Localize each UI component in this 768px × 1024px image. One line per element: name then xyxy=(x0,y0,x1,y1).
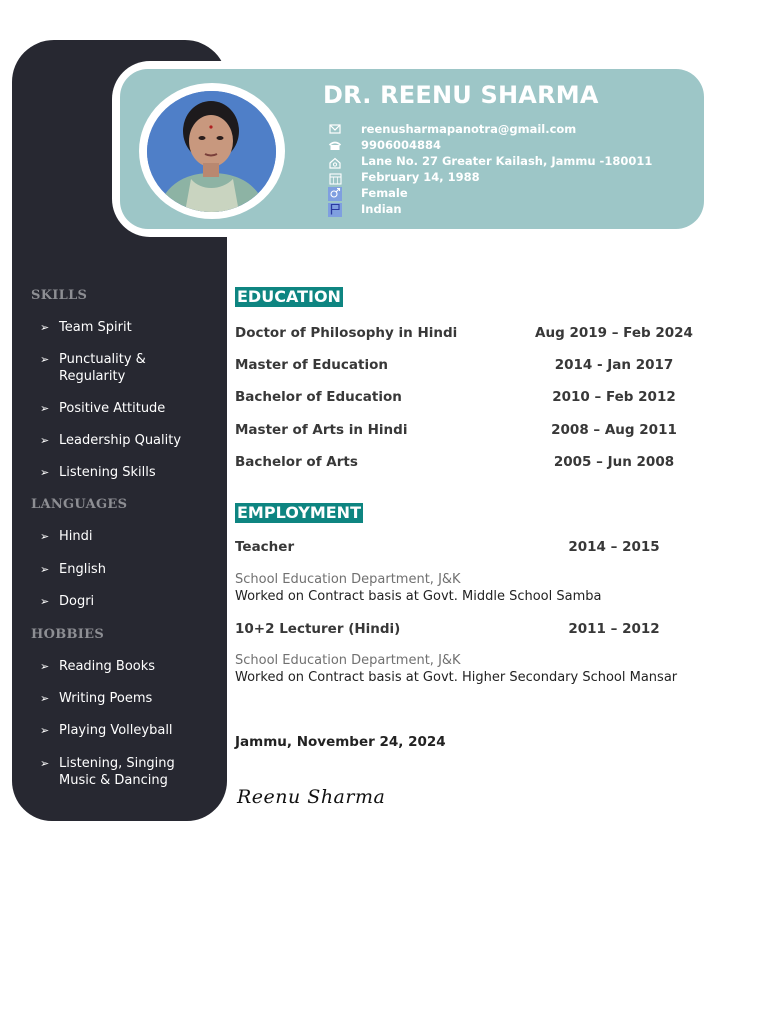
job-role: Teacher xyxy=(235,539,295,555)
signature: Reenu Sharma xyxy=(237,786,386,808)
language-item: ➢ Dogri xyxy=(40,594,95,609)
job-organization: School Education Department, J&K xyxy=(235,653,461,668)
skill-item: ➢ Punctuality & Regularity xyxy=(40,352,146,384)
arrow-bullet-icon: ➢ xyxy=(40,321,50,334)
hobby-item: ➢ Playing Volleyball xyxy=(40,723,173,738)
arrow-bullet-icon: ➢ xyxy=(40,563,50,576)
education-degree: Master of Arts in Hindi xyxy=(235,422,408,438)
hobbies-heading: HOBBIES xyxy=(31,627,105,642)
person-portrait-icon xyxy=(147,91,276,212)
contact-gender: Female xyxy=(361,186,408,200)
arrow-bullet-icon: ➢ xyxy=(40,466,50,479)
education-heading: EDUCATION xyxy=(237,287,341,306)
hobby-item: ➢ Listening, Singing Music & Dancing xyxy=(40,756,175,788)
contact-nationality: Indian xyxy=(361,202,402,216)
arrow-bullet-icon: ➢ xyxy=(40,692,50,705)
education-dates: Aug 2019 – Feb 2024 xyxy=(535,325,693,341)
job-description: Worked on Contract basis at Govt. Higher Secondary School Mansar xyxy=(235,670,678,685)
candidate-name: DR. REENU SHARMA xyxy=(323,81,599,109)
job-description: Worked on Contract basis at Govt. Middle School Samba xyxy=(235,589,602,604)
arrow-bullet-icon: ➢ xyxy=(40,757,50,770)
hobby-item: ➢ Reading Books xyxy=(40,659,156,674)
home-icon xyxy=(328,157,342,171)
arrow-bullet-icon: ➢ xyxy=(40,434,50,447)
education-degree: Bachelor of Education xyxy=(235,389,402,405)
arrow-bullet-icon: ➢ xyxy=(40,402,50,415)
education-dates: 2008 – Aug 2011 xyxy=(551,422,677,438)
flag-icon xyxy=(328,203,342,217)
languages-heading: LANGUAGES xyxy=(31,497,128,512)
gender-icon xyxy=(328,187,342,201)
skill-item: ➢ Team Spirit xyxy=(40,320,132,335)
job-role: 10+2 Lecturer (Hindi) xyxy=(235,621,401,637)
education-degree: Bachelor of Arts xyxy=(235,454,358,470)
language-item: ➢ English xyxy=(40,562,106,577)
arrow-bullet-icon: ➢ xyxy=(40,595,50,608)
skills-heading: SKILLS xyxy=(31,288,88,303)
hobby-item: ➢ Writing Poems xyxy=(40,691,153,706)
language-item: ➢ Hindi xyxy=(40,529,93,544)
job-dates: 2011 – 2012 xyxy=(568,621,660,637)
phone-icon xyxy=(328,141,342,155)
skill-item: ➢ Leadership Quality xyxy=(40,433,182,448)
arrow-bullet-icon: ➢ xyxy=(40,353,50,366)
contact-birthdate: February 14, 1988 xyxy=(361,170,480,184)
skill-item: ➢ Positive Attitude xyxy=(40,401,166,416)
contact-email: reenusharmapanotra@gmail.com xyxy=(361,122,577,136)
job-dates: 2014 – 2015 xyxy=(568,539,660,555)
education-dates: 2010 – Feb 2012 xyxy=(552,389,676,405)
arrow-bullet-icon: ➢ xyxy=(40,660,50,673)
envelope-icon xyxy=(328,124,342,138)
education-degree: Master of Education xyxy=(235,357,388,373)
contact-address: Lane No. 27 Greater Kailash, Jammu -180011 xyxy=(361,154,653,168)
skill-item: ➢ Listening Skills xyxy=(40,465,156,480)
place-and-date: Jammu, November 24, 2024 xyxy=(235,734,446,750)
employment-heading: EMPLOYMENT xyxy=(237,503,361,522)
profile-photo xyxy=(147,91,276,212)
education-dates: 2005 – Jun 2008 xyxy=(553,454,675,470)
education-dates: 2014 - Jan 2017 xyxy=(554,357,674,373)
education-degree: Doctor of Philosophy in Hindi xyxy=(235,325,458,341)
arrow-bullet-icon: ➢ xyxy=(40,724,50,737)
contact-phone: 9906004884 xyxy=(361,138,442,152)
job-organization: School Education Department, J&K xyxy=(235,572,461,587)
calendar-icon xyxy=(328,172,342,186)
arrow-bullet-icon: ➢ xyxy=(40,530,50,543)
